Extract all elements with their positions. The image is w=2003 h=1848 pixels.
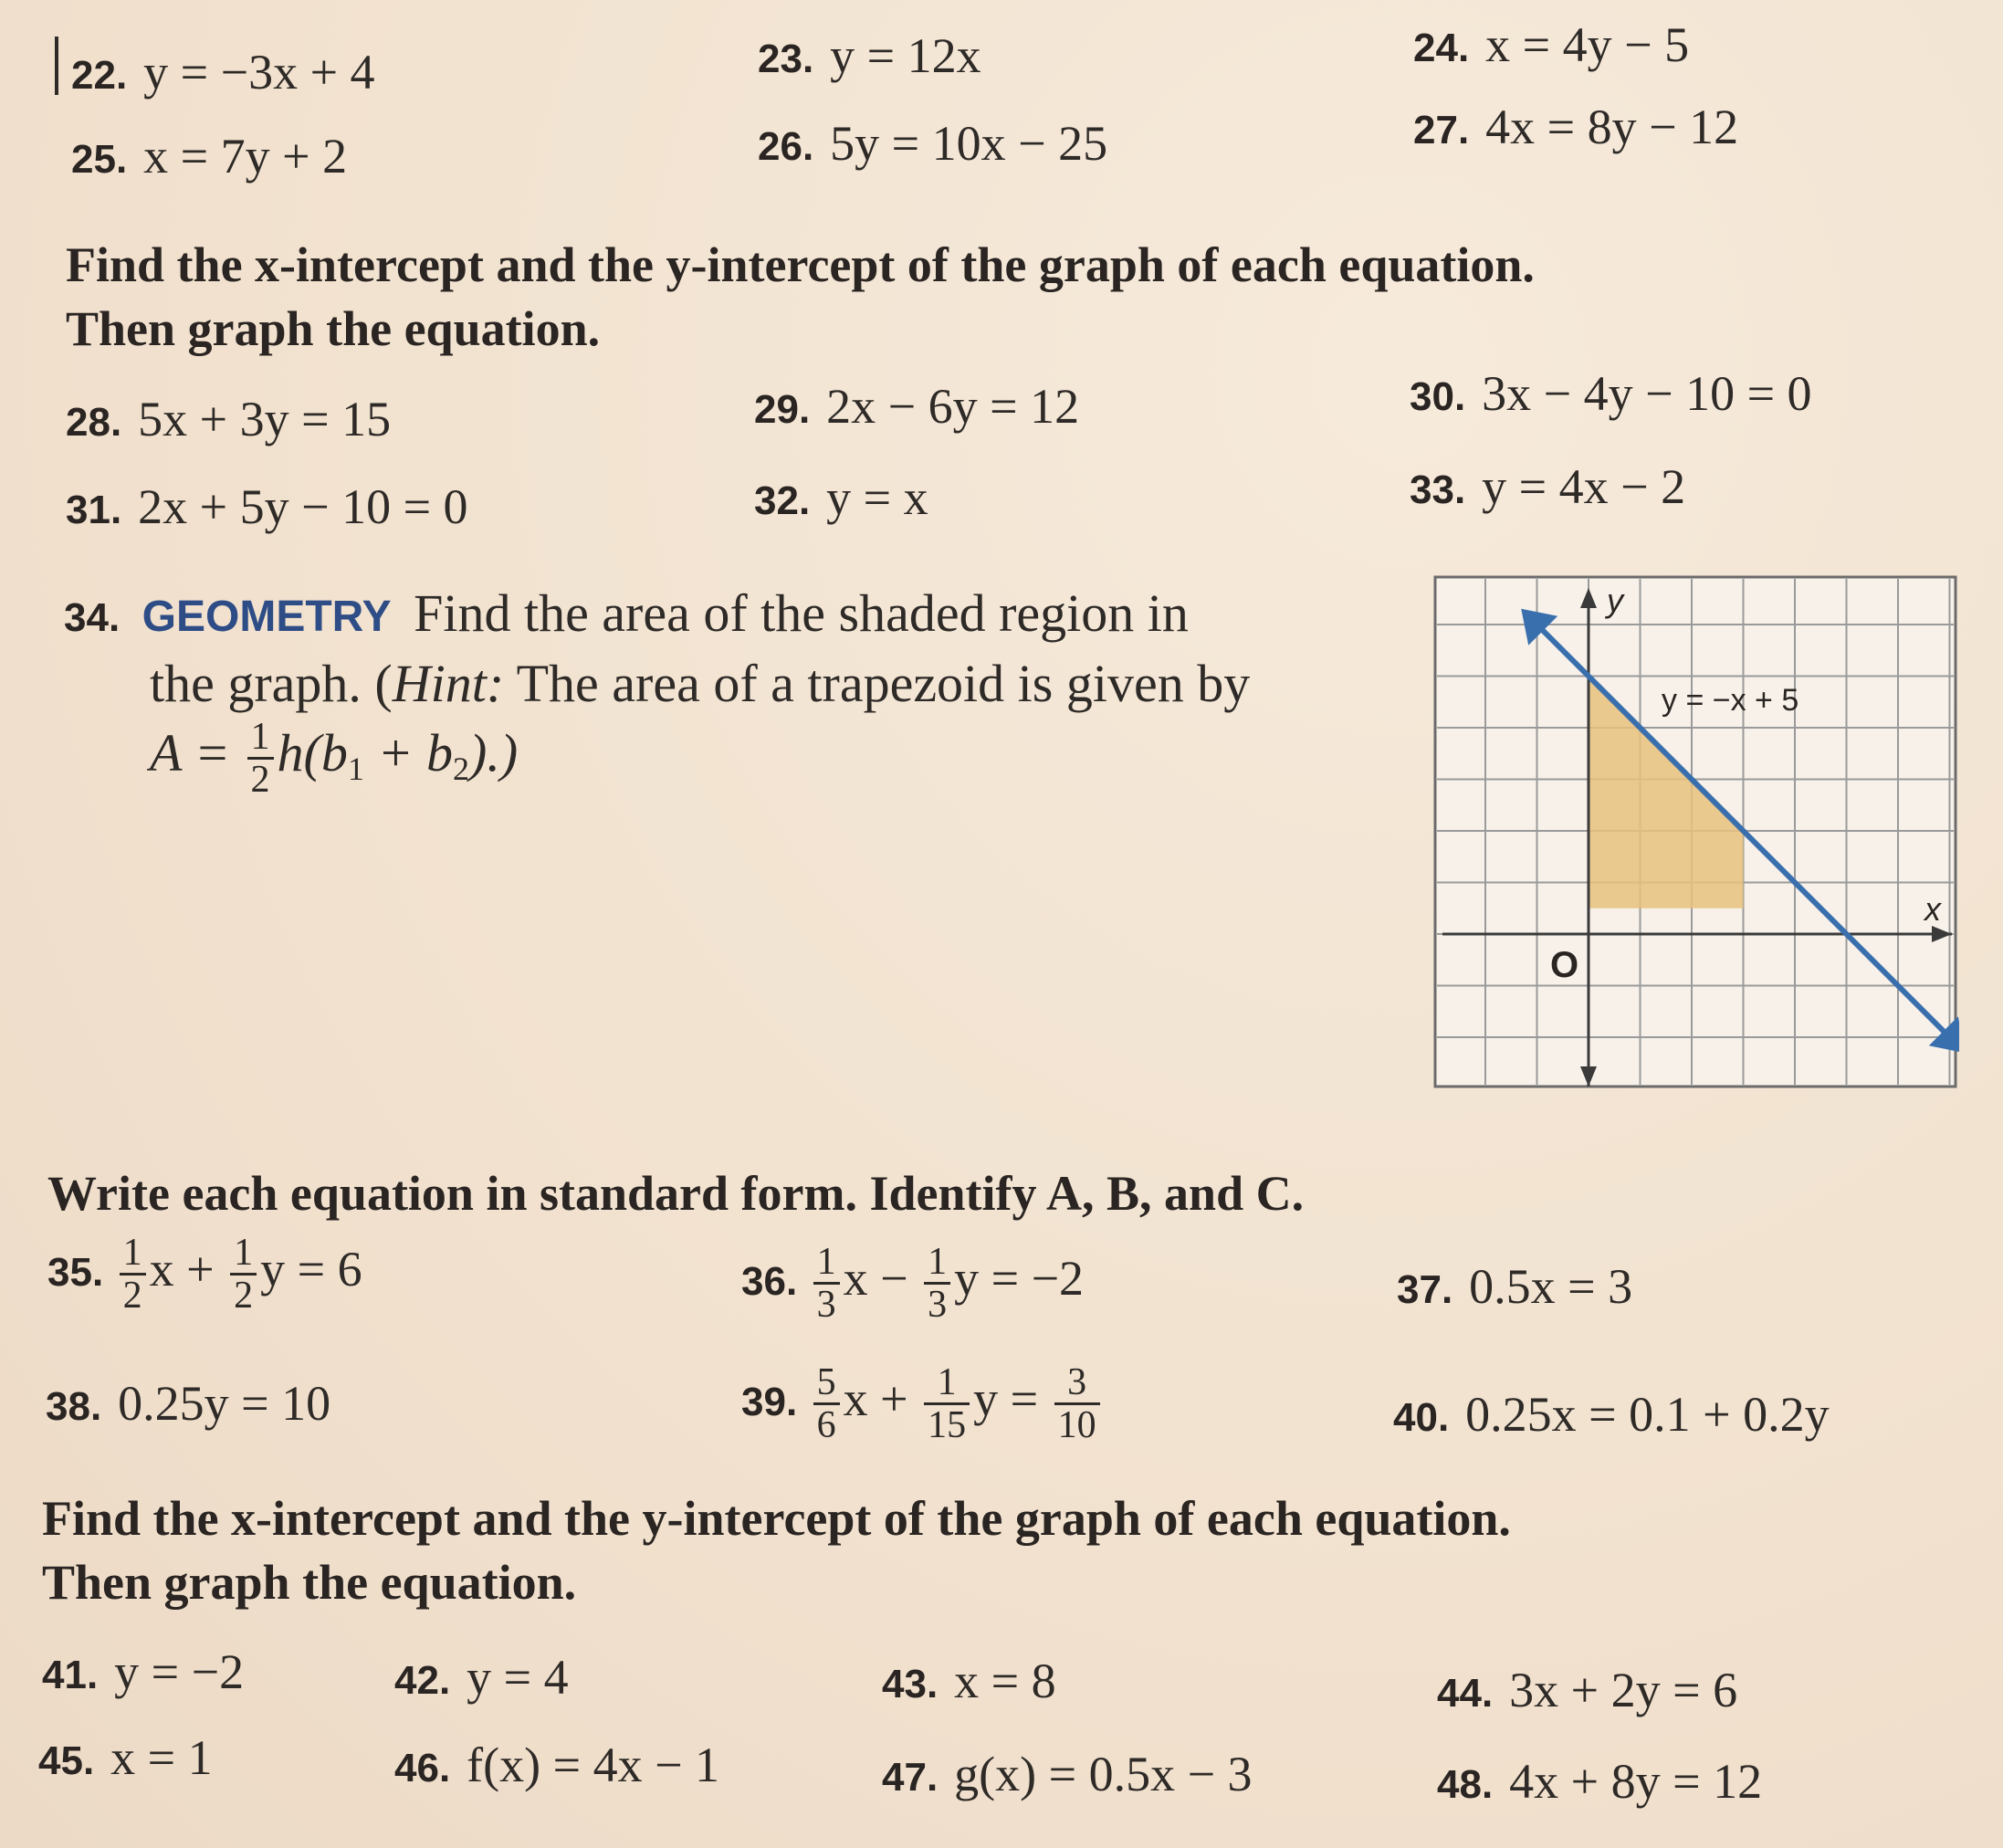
section-instructions-3 xyxy=(42,1486,1511,1614)
problem-30 xyxy=(1410,365,1812,422)
denominator: 10 xyxy=(1057,1404,1096,1446)
numerator: 1 xyxy=(247,717,274,760)
problem-number: 40. xyxy=(1393,1395,1450,1440)
problem-24 xyxy=(1413,16,1689,73)
equation: y = −3x + 4 xyxy=(143,45,375,100)
equation: y = 12x xyxy=(830,28,981,83)
equation: x = 4y − 5 xyxy=(1485,17,1690,72)
problem-number: 32. xyxy=(754,478,811,523)
formula-lhs: A = xyxy=(150,722,231,782)
denominator: 15 xyxy=(928,1404,967,1446)
numerator: 5 xyxy=(813,1362,840,1405)
numerator: 3 xyxy=(1054,1362,1100,1405)
problem-number: 22. xyxy=(71,53,128,98)
numerator: 1 xyxy=(813,1242,840,1285)
problem-number: 26. xyxy=(758,124,814,169)
trapezoid-graph xyxy=(1433,575,1959,1091)
equation: 3x + 2y = 6 xyxy=(1509,1663,1738,1717)
geometry-label: GEOMETRY xyxy=(142,593,392,641)
instruction-line: Then graph the equation. xyxy=(66,301,601,356)
equation-part: y = 6 xyxy=(260,1241,362,1297)
problem-43 xyxy=(882,1653,1056,1709)
fraction xyxy=(813,1242,840,1325)
equation: 5y = 10x − 25 xyxy=(830,116,1108,171)
problem-text: the graph. ( xyxy=(150,654,393,713)
instruction-line: Write each equation in standard form. Identify A, B, and C. xyxy=(47,1166,1305,1221)
problem-number: 24. xyxy=(1413,26,1470,70)
margin-mark xyxy=(55,37,58,95)
denominator: 6 xyxy=(816,1404,836,1446)
subscript: 1 xyxy=(347,750,364,787)
formula-fraction xyxy=(247,717,274,800)
equation: y = x xyxy=(826,470,928,525)
problem-number: 46. xyxy=(394,1746,451,1790)
problem-31 xyxy=(66,478,468,535)
problem-number: 38. xyxy=(46,1384,102,1429)
denominator: 2 xyxy=(234,1275,254,1317)
y-axis-label: y xyxy=(1607,582,1623,619)
problem-47 xyxy=(882,1746,1253,1802)
formula-part: h(b xyxy=(277,722,348,782)
equation: y = 4 xyxy=(467,1650,569,1705)
problem-number: 27. xyxy=(1413,108,1470,152)
problem-number: 36. xyxy=(741,1258,798,1304)
section-instructions-1 xyxy=(66,233,1535,361)
problem-39 xyxy=(741,1362,1104,1445)
problem-44 xyxy=(1437,1662,1737,1718)
formula-part: + b xyxy=(363,722,453,782)
equation: f(x) = 4x − 1 xyxy=(467,1738,720,1792)
problem-number: 28. xyxy=(66,400,122,445)
problem-number: 43. xyxy=(882,1662,939,1706)
problem-45 xyxy=(38,1729,213,1786)
numerator: 1 xyxy=(924,1362,970,1405)
problem-number: 29. xyxy=(754,387,811,432)
fraction xyxy=(1054,1362,1100,1445)
problem-number: 35. xyxy=(47,1249,104,1295)
equation-part: x + xyxy=(149,1241,215,1297)
subscript: 2 xyxy=(453,750,469,787)
equation-part: x + xyxy=(843,1370,908,1426)
problem-number: 23. xyxy=(758,37,814,81)
equation: x = 8 xyxy=(954,1654,1056,1708)
numerator: 1 xyxy=(924,1242,950,1285)
problem-number: 30. xyxy=(1410,374,1466,419)
line-equation-label: y = −x + 5 xyxy=(1662,683,1799,718)
equation: 5x + 3y = 15 xyxy=(138,392,392,446)
problem-number: 42. xyxy=(394,1658,451,1703)
problem-number: 47. xyxy=(882,1755,939,1800)
equation: g(x) = 0.5x − 3 xyxy=(954,1747,1253,1801)
equation: y = 4x − 2 xyxy=(1482,459,1686,514)
equation: x = 1 xyxy=(110,1730,213,1785)
problem-37 xyxy=(1397,1258,1632,1315)
problem-48 xyxy=(1437,1753,1762,1810)
problem-28 xyxy=(66,391,391,447)
instruction-line: Find the x-intercept and the y-intercept of the graph of each equation. xyxy=(42,1491,1511,1546)
problem-text: Find the area of the shaded region in xyxy=(414,583,1189,643)
problem-32 xyxy=(754,469,928,526)
instruction-line: Then graph the equation. xyxy=(42,1555,577,1610)
formula-part: ).) xyxy=(469,722,519,782)
problem-number: 41. xyxy=(42,1653,99,1697)
equation: y = −2 xyxy=(114,1644,245,1699)
problem-34 xyxy=(64,581,1250,802)
denominator: 3 xyxy=(928,1284,948,1326)
denominator: 2 xyxy=(122,1275,142,1317)
equation: 4x + 8y = 12 xyxy=(1509,1754,1763,1809)
problem-number: 33. xyxy=(1410,467,1466,512)
problem-number: 34. xyxy=(64,595,121,640)
problem-number: 44. xyxy=(1437,1671,1494,1716)
problem-27 xyxy=(1413,99,1738,155)
numerator: 1 xyxy=(230,1233,257,1276)
denominator: 2 xyxy=(250,759,270,801)
numerator: 1 xyxy=(120,1233,146,1276)
equation: 4x = 8y − 12 xyxy=(1485,100,1739,154)
problem-33 xyxy=(1410,458,1685,515)
equation-part: x − xyxy=(843,1250,908,1306)
fraction xyxy=(924,1362,970,1445)
fraction xyxy=(120,1233,146,1316)
problem-36 xyxy=(741,1242,1084,1325)
problem-number: 45. xyxy=(38,1738,95,1783)
fraction xyxy=(813,1362,840,1445)
problem-35 xyxy=(47,1233,362,1316)
equation: 3x − 4y − 10 = 0 xyxy=(1482,366,1812,421)
equation-part: y = −2 xyxy=(954,1250,1085,1306)
fraction xyxy=(230,1233,257,1316)
problem-29 xyxy=(754,378,1079,435)
x-axis-label: x xyxy=(1924,890,1941,928)
origin-label: O xyxy=(1550,945,1579,985)
equation: 2x + 5y − 10 = 0 xyxy=(138,479,468,534)
hint-label: Hint: xyxy=(392,654,505,713)
equation-part: y = xyxy=(973,1370,1039,1426)
trapezoid-formula xyxy=(150,717,1250,802)
problem-number: 31. xyxy=(66,488,122,532)
section-instructions-2 xyxy=(47,1161,1304,1225)
problem-25 xyxy=(71,128,347,184)
problem-41 xyxy=(42,1643,244,1700)
instruction-line: Find the x-intercept and the y-intercept of the graph of each equation. xyxy=(66,237,1535,292)
problem-22 xyxy=(71,44,375,100)
problem-42 xyxy=(394,1649,569,1706)
problem-text: The area of a trapezoid is given by xyxy=(504,654,1251,713)
equation: 0.5x = 3 xyxy=(1469,1259,1633,1314)
problem-26 xyxy=(758,115,1107,172)
problem-number: 39. xyxy=(741,1379,798,1424)
equation: 0.25y = 10 xyxy=(118,1376,331,1431)
equation: 2x − 6y = 12 xyxy=(826,379,1080,434)
problem-40 xyxy=(1393,1386,1830,1443)
problem-38 xyxy=(46,1375,330,1432)
problem-46 xyxy=(394,1737,719,1793)
problem-number: 37. xyxy=(1397,1267,1453,1312)
fraction xyxy=(924,1242,950,1325)
equation: x = 7y + 2 xyxy=(143,129,348,184)
problem-number: 48. xyxy=(1437,1762,1494,1807)
denominator: 3 xyxy=(816,1284,836,1326)
problem-number: 25. xyxy=(71,137,128,182)
equation: 0.25x = 0.1 + 0.2y xyxy=(1465,1387,1830,1442)
problem-23 xyxy=(758,27,981,84)
